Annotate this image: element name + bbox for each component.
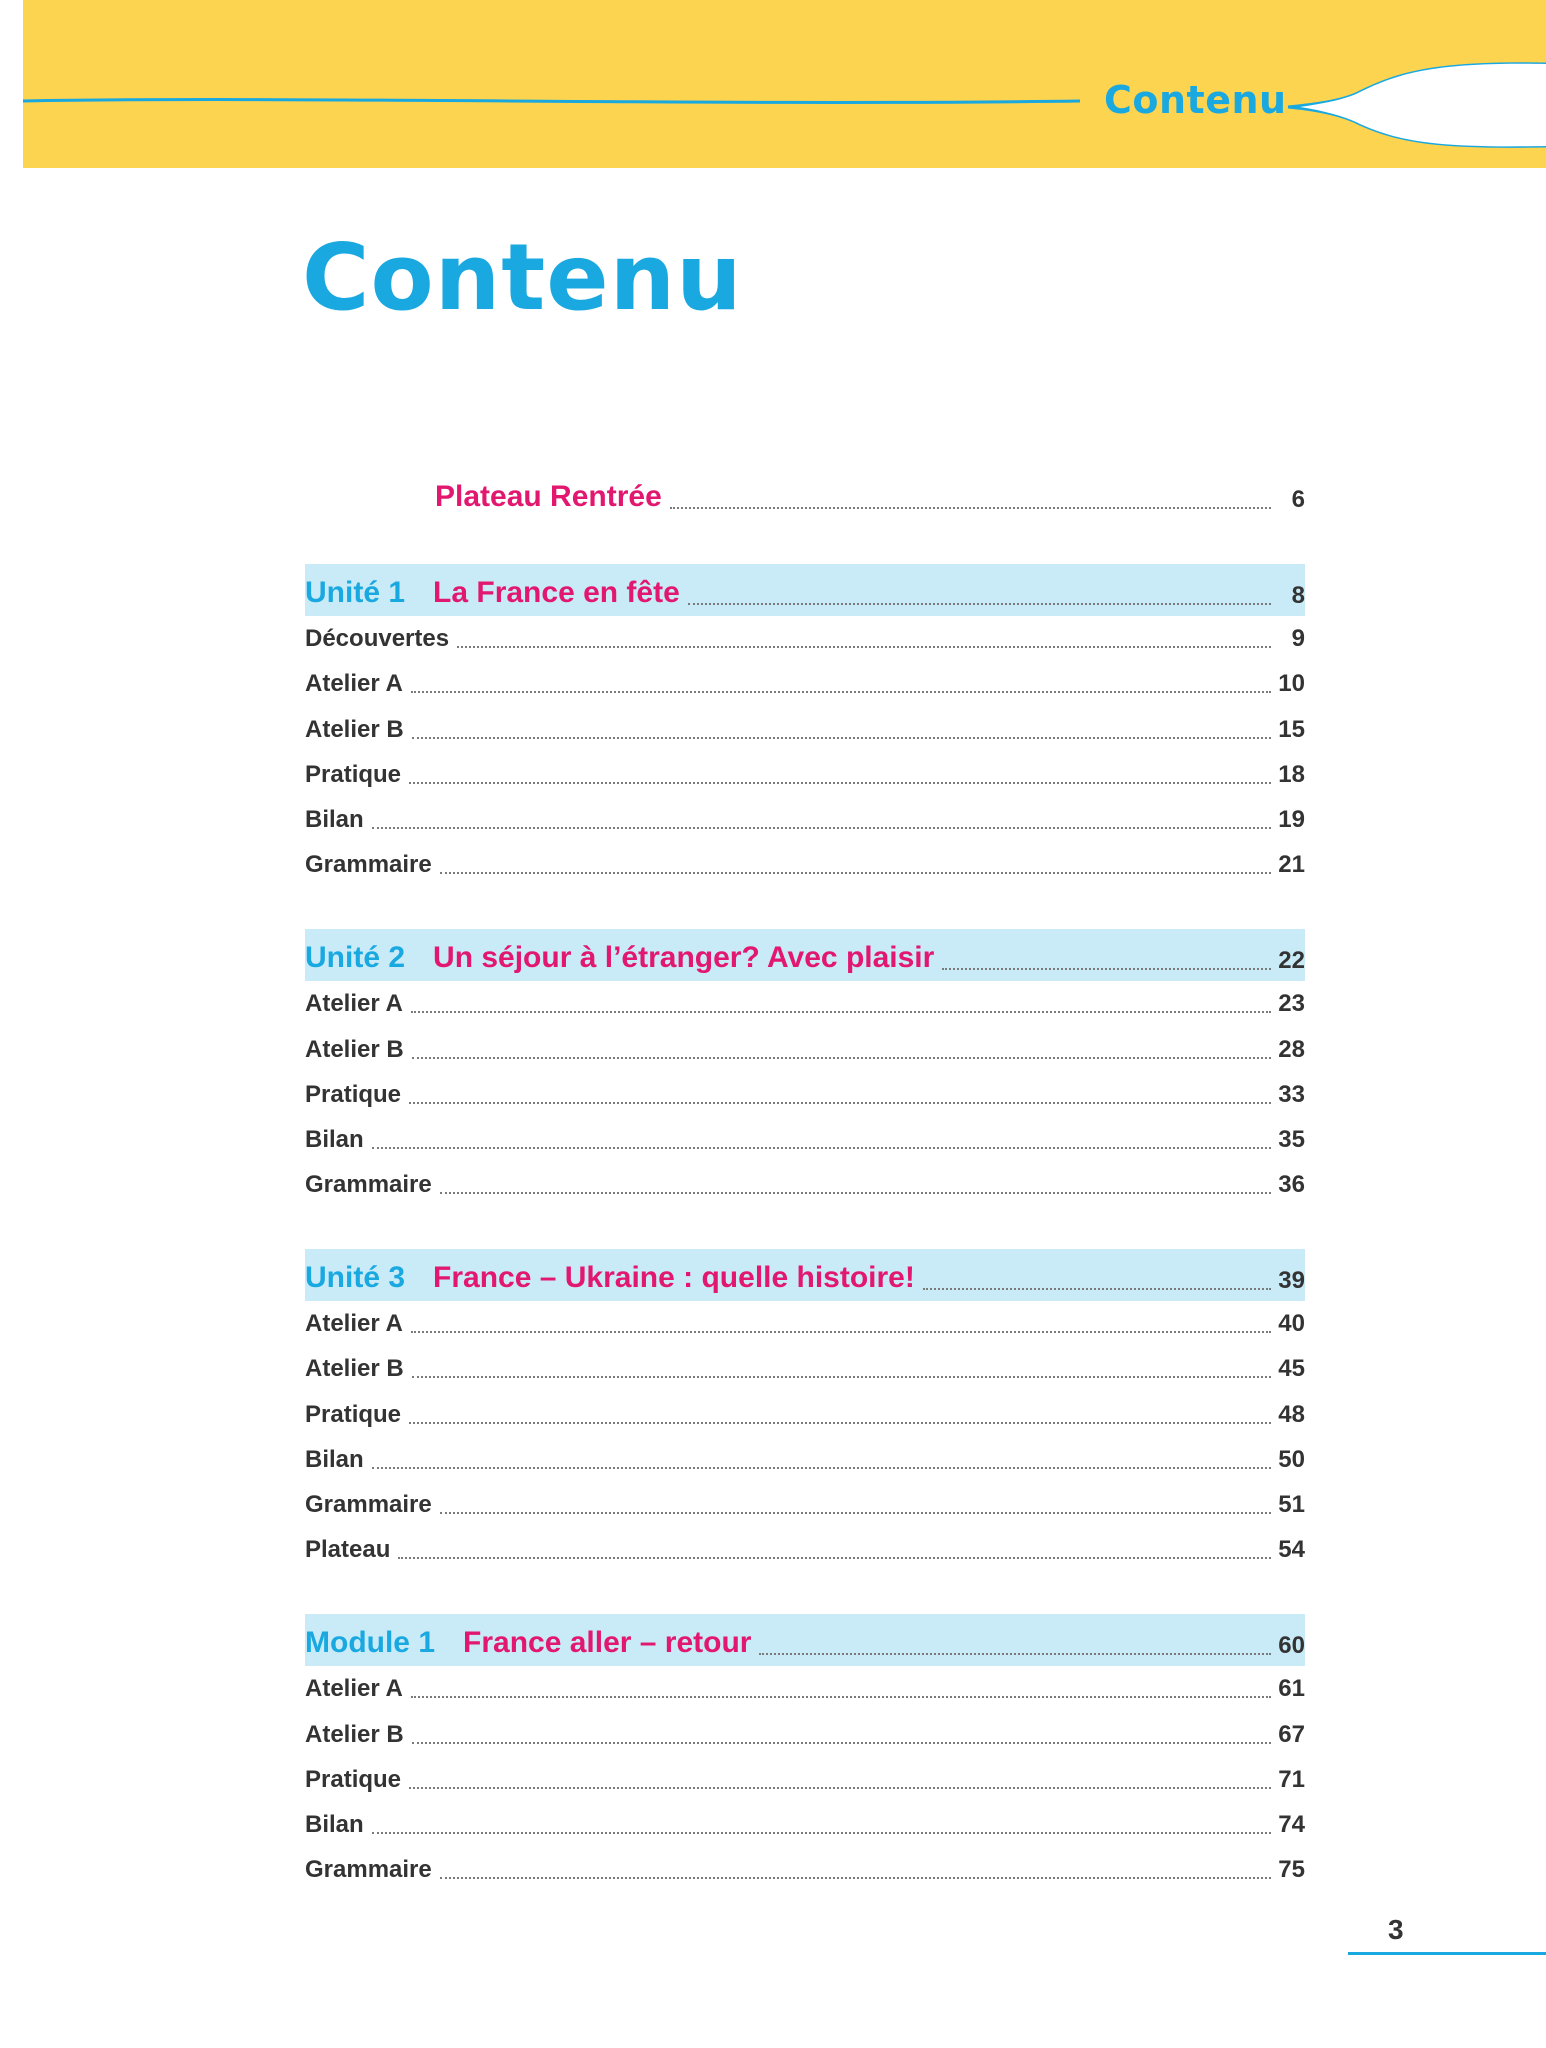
page-number-rule (1348, 1952, 1546, 1955)
entry-label: Pratique (305, 1765, 402, 1793)
toc-entry[interactable] (305, 1711, 1305, 1756)
entry-label: Grammaire (305, 1171, 432, 1199)
entry-page: 36 (1278, 1171, 1305, 1199)
entry-page: 61 (1278, 1675, 1305, 1703)
entry-label: Bilan (305, 1810, 364, 1838)
entry-label: Atelier A (305, 1675, 403, 1703)
dot-leader (409, 1787, 1271, 1789)
unit-tag: Unité 1 (305, 576, 406, 609)
dot-leader (440, 1192, 1271, 1194)
unit-heading-row[interactable] (305, 1614, 1305, 1666)
unit-page: 60 (1278, 1632, 1305, 1660)
toc-intro-row[interactable] (305, 470, 1305, 522)
unit-page: 39 (1278, 1267, 1305, 1295)
entry-page: 18 (1278, 760, 1305, 788)
dot-leader (670, 507, 1271, 509)
dot-leader (409, 1102, 1271, 1104)
table-of-contents (305, 470, 1305, 1892)
entry-page: 19 (1278, 805, 1305, 833)
entry-page: 9 (1291, 625, 1305, 653)
entry-page: 71 (1278, 1765, 1305, 1793)
toc-entry[interactable] (305, 1301, 1305, 1346)
dot-leader (923, 1288, 1271, 1290)
unit-title: La France en fête (433, 576, 680, 609)
entry-label: Grammaire (305, 851, 432, 879)
entry-label: Pratique (305, 1080, 402, 1108)
entry-label: Pratique (305, 760, 402, 788)
unit-page: 22 (1278, 947, 1305, 975)
dot-leader (411, 691, 1271, 693)
entry-page: 15 (1278, 715, 1305, 743)
entry-page: 51 (1278, 1491, 1305, 1518)
entry-page: 23 (1278, 990, 1305, 1018)
entry-label: Atelier B (305, 1720, 404, 1748)
toc-entry[interactable] (305, 1802, 1305, 1847)
toc-entry[interactable] (305, 661, 1305, 706)
unit-heading-row[interactable] (305, 564, 1305, 616)
header-title: Contenu (1104, 78, 1287, 122)
toc-entry[interactable] (305, 616, 1305, 661)
entry-page: 35 (1278, 1125, 1305, 1153)
toc-entry[interactable] (305, 797, 1305, 842)
entry-page: 48 (1278, 1400, 1305, 1428)
entry-page: 10 (1278, 670, 1305, 698)
entry-label: Découvertes (305, 625, 450, 653)
entry-label: Atelier B (305, 715, 404, 743)
entry-label: Atelier A (305, 1310, 403, 1338)
toc-entry[interactable] (305, 1437, 1305, 1482)
dot-leader (412, 1057, 1271, 1059)
unit-tag: Module 1 (305, 1626, 436, 1660)
toc-entry[interactable] (305, 706, 1305, 751)
page-title: Contenu (302, 224, 743, 331)
toc-entry[interactable] (305, 1026, 1305, 1071)
dot-leader (412, 1376, 1271, 1378)
entry-label: Atelier A (305, 990, 403, 1018)
toc-entry[interactable] (305, 1391, 1305, 1436)
toc-entry[interactable] (305, 752, 1305, 797)
dot-leader (372, 827, 1271, 829)
toc-entry[interactable] (305, 842, 1305, 887)
dot-leader (411, 1696, 1271, 1698)
intro-page: 6 (1291, 486, 1305, 513)
unit-heading-row[interactable] (305, 929, 1305, 981)
dot-leader (372, 1832, 1271, 1834)
header-wave-decoration (0, 0, 1546, 168)
toc-entry[interactable] (305, 981, 1305, 1026)
dot-leader (440, 1512, 1271, 1514)
unit-heading-row[interactable] (305, 1249, 1305, 1301)
toc-entry[interactable] (305, 1346, 1305, 1391)
toc-entry[interactable] (305, 1072, 1305, 1117)
entry-page: 74 (1278, 1810, 1305, 1838)
unit-page: 8 (1291, 582, 1305, 609)
toc-entry[interactable] (305, 1757, 1305, 1802)
entry-page: 75 (1278, 1856, 1305, 1884)
entry-label: Plateau (305, 1536, 391, 1564)
unit-tag: Unité 2 (305, 941, 406, 975)
unit-title: France aller – retour (463, 1626, 752, 1660)
toc-entry[interactable] (305, 1162, 1305, 1207)
dot-leader (409, 782, 1271, 784)
entry-page: 28 (1278, 1035, 1305, 1063)
unit-tag: Unité 3 (305, 1261, 406, 1295)
unit-title: France – Ukraine : quelle histoire! (433, 1261, 915, 1295)
dot-leader (412, 1742, 1271, 1744)
intro-title: Plateau Rentrée (435, 480, 662, 513)
dot-leader (440, 872, 1271, 874)
dot-leader (440, 1877, 1271, 1879)
dot-leader (398, 1557, 1271, 1559)
entry-page: 50 (1278, 1445, 1305, 1473)
entry-page: 45 (1278, 1355, 1305, 1383)
entry-page: 40 (1278, 1310, 1305, 1338)
entry-label: Atelier B (305, 1355, 404, 1383)
dot-leader (759, 1653, 1271, 1655)
toc-entry[interactable] (305, 1117, 1305, 1162)
entry-label: Atelier B (305, 1035, 404, 1063)
entry-page: 21 (1278, 851, 1305, 879)
entry-label: Grammaire (305, 1856, 432, 1884)
toc-entry[interactable] (305, 1527, 1305, 1572)
entry-label: Bilan (305, 1445, 364, 1473)
dot-leader (457, 646, 1271, 648)
dot-leader (411, 1011, 1271, 1013)
dot-leader (688, 603, 1271, 605)
dot-leader (942, 968, 1271, 970)
entry-page: 33 (1278, 1080, 1305, 1108)
entry-label: Grammaire (305, 1491, 432, 1518)
unit-title: Un séjour à l’étranger? Avec plaisir (433, 941, 935, 975)
dot-leader (372, 1467, 1271, 1469)
entry-label: Bilan (305, 1125, 364, 1153)
entry-label: Pratique (305, 1400, 402, 1428)
entry-label: Bilan (305, 805, 364, 833)
dot-leader (411, 1331, 1271, 1333)
dot-leader (372, 1147, 1271, 1149)
toc-entry[interactable] (305, 1666, 1305, 1711)
toc-entry[interactable] (305, 1482, 1305, 1527)
page-number: 3 (1388, 1914, 1404, 1945)
entry-page: 54 (1278, 1536, 1305, 1564)
dot-leader (409, 1422, 1271, 1424)
toc-entry[interactable] (305, 1847, 1305, 1892)
dot-leader (412, 737, 1271, 739)
entry-page: 67 (1278, 1720, 1305, 1748)
entry-label: Atelier A (305, 670, 403, 698)
